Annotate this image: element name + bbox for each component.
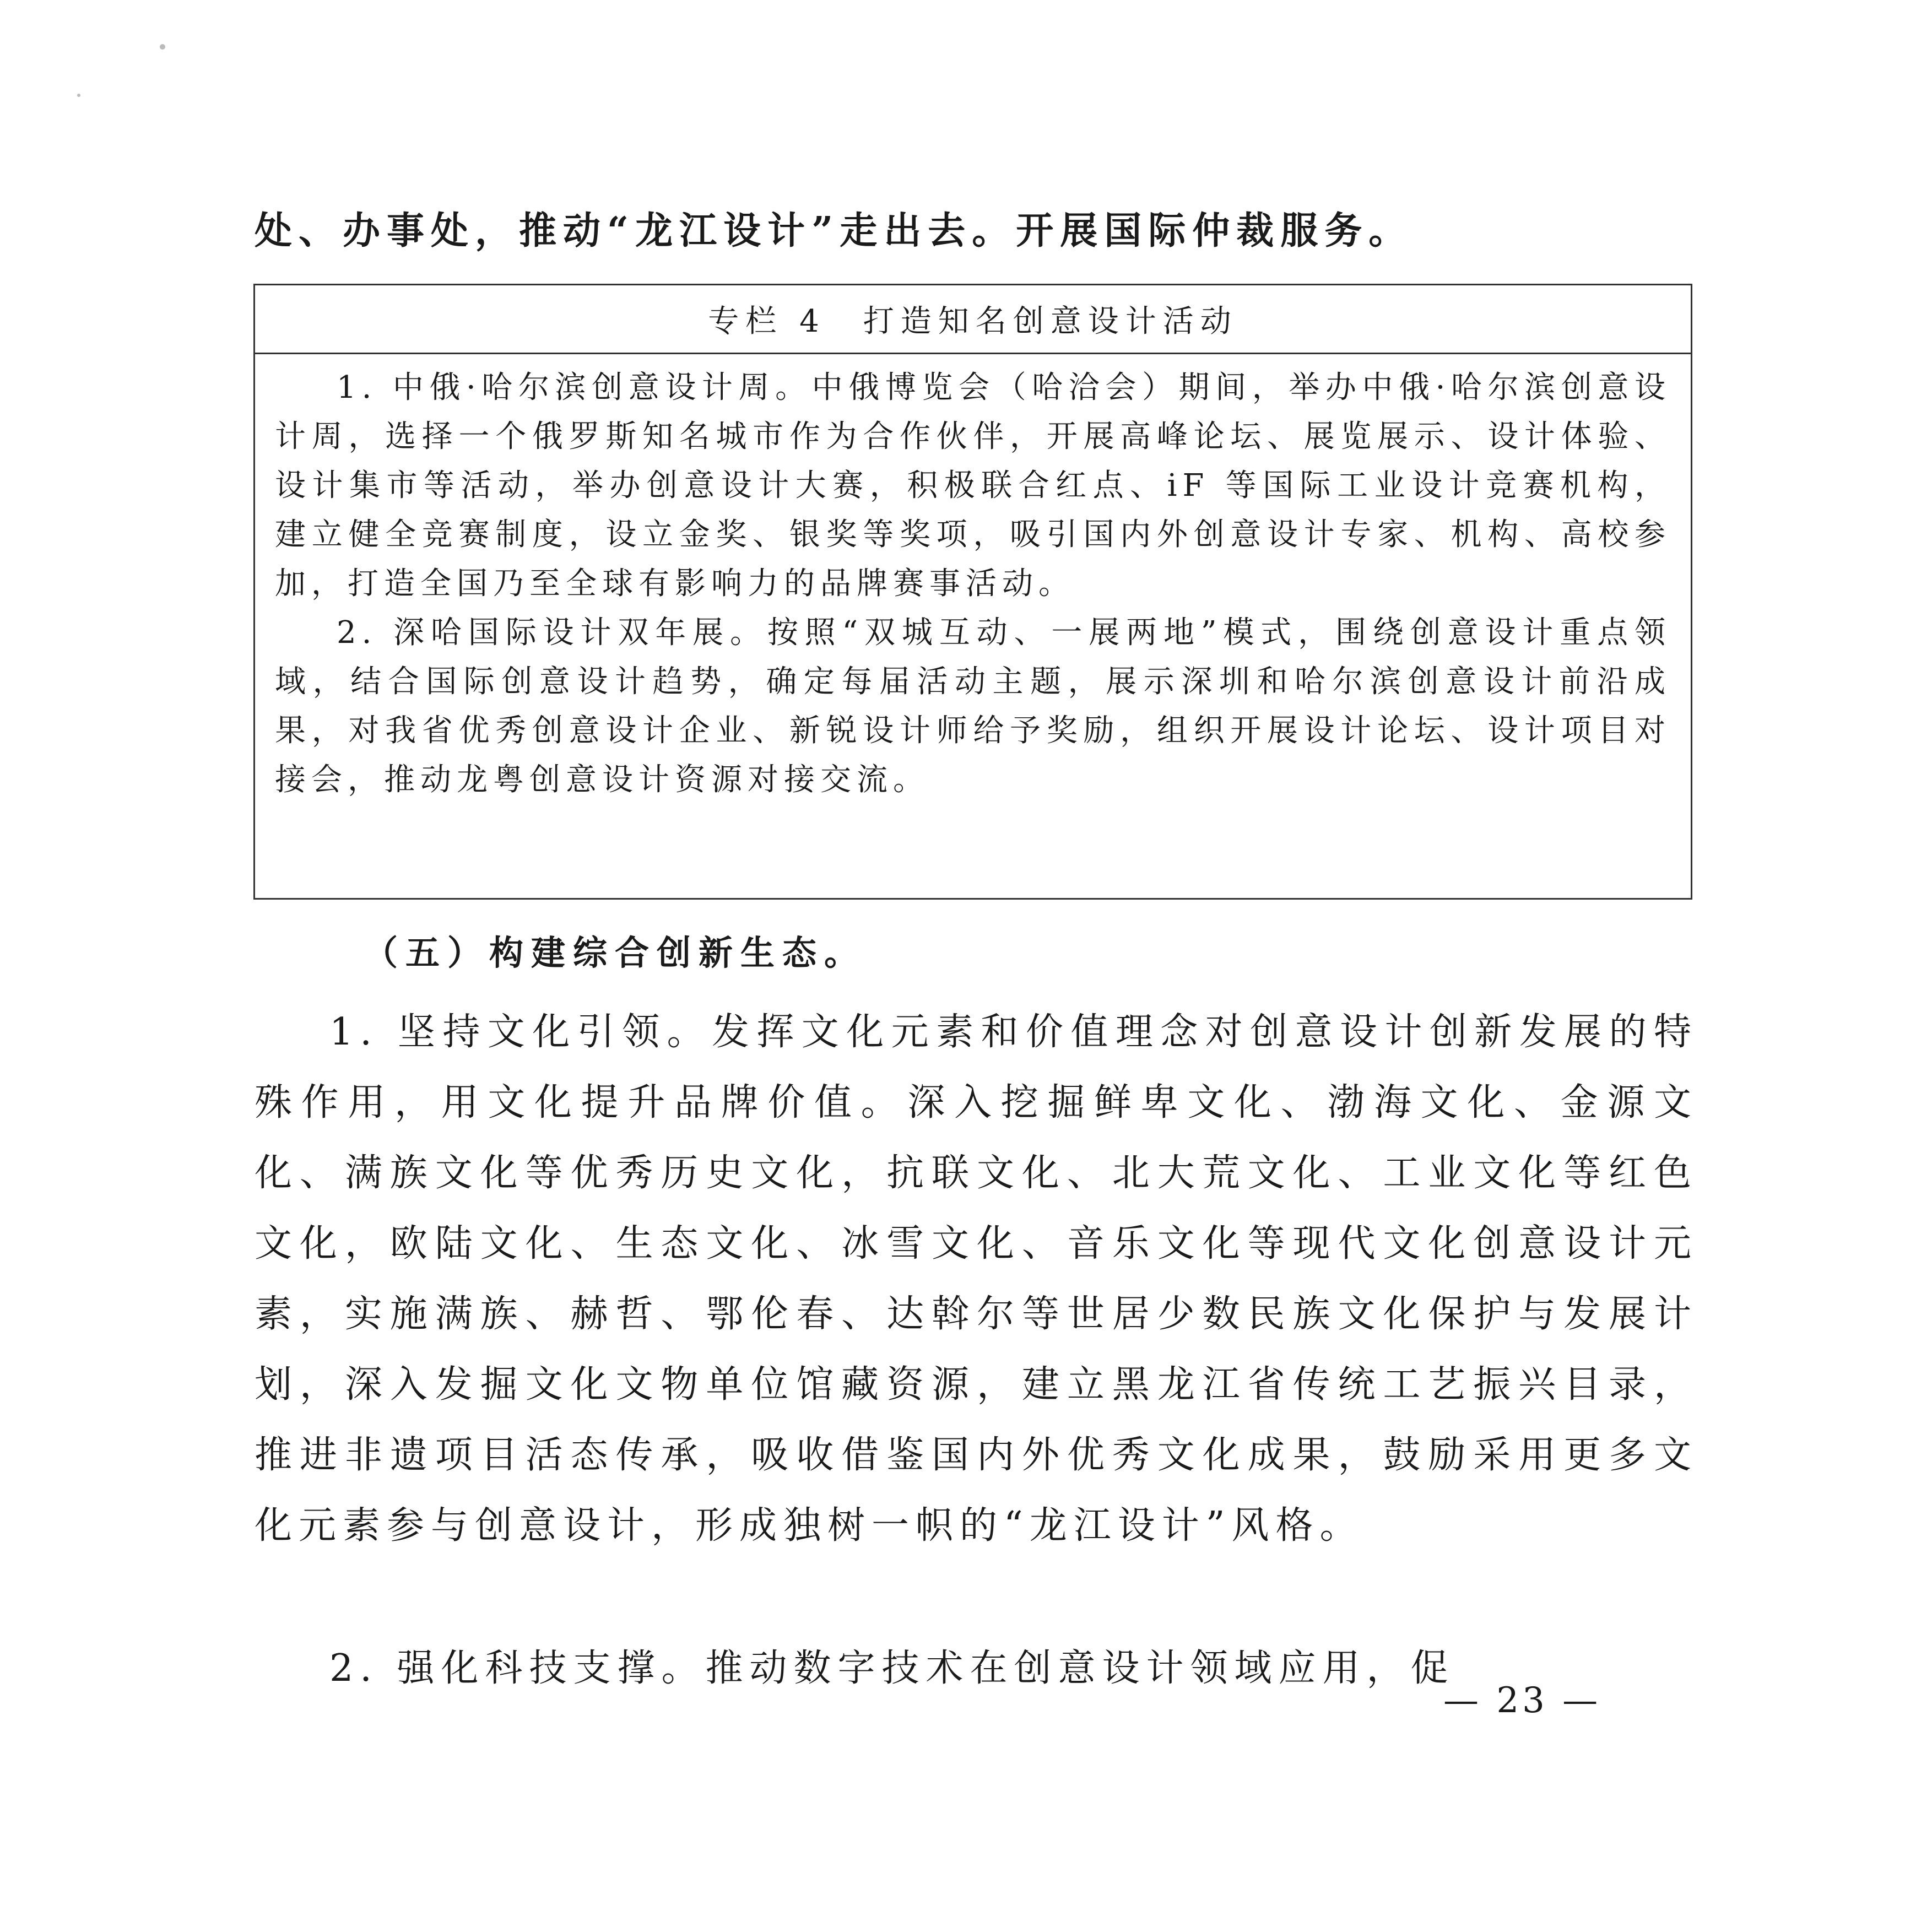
sidebar-box-item: 1. 中俄·哈尔滨创意设计周。中俄博览会（哈洽会）期间，举办中俄·哈尔滨创意设计周，选择一个俄罗斯知名城市作为合作伙伴，开展高峰论坛、展览展示、设计体验、设计集市等活动，举办创意设计大赛，积极联合红点、iF 等国际工业设计竞赛机构，建立健全竞赛制度，设立金奖、银奖等奖项，吸引国内外创意设计专家、机构、高校参加，打造全国乃至全球有影响力的品牌赛事活动。 [275, 370, 1671, 602]
scan-speck [77, 94, 80, 97]
body-paragraph: 1. 坚持文化引领。发挥文化元素和价值理念对创意设计创新发展的特殊作用，用文化提升品牌价值。深入挖掘鲜卑文化、渤海文化、金源文化、满族文化等优秀历史文化，抗联文化、北大荒文化、工业文化等红色文化，欧陆文化、生态文化、冰雪文化、音乐文化等现代文化创意设计元素，实施满族、赫哲、鄂伦春、达斡尔等世居少数民族文化保护与发展计划，深入发掘文化文物单位馆藏资源，建立黑龙江省传统工艺振兴目录，推进非遗项目活态传承，吸收借鉴国内外优秀文化成果，鼓励采用更多文化元素参与创意设计，形成独树一帜的“龙江设计”风格。 [255, 1010, 1698, 1547]
sidebar-box-body [255, 354, 1691, 804]
page-number: — 23 — [1443, 1680, 1601, 1721]
body-paragraph: 2. 强化科技支撑。推动数字技术在创意设计领域应用，促 [329, 1647, 1455, 1690]
sidebar-box [253, 284, 1692, 900]
sidebar-box-title: 专栏 4 打造知名创意设计活动 [255, 285, 1691, 354]
paragraph-top: 处、办事处，推动“龙江设计”走出去。开展国际仲裁服务。 [255, 209, 1413, 253]
section-heading: （五）构建综合创新生态。 [364, 933, 867, 973]
scan-speck [160, 44, 165, 50]
sidebar-box-item: 2. 深哈国际设计双年展。按照“双城互动、一展两地”模式，围绕创意设计重点领域，结合国际创意设计趋势，确定每届活动主题，展示深圳和哈尔滨创意设计前沿成果，对我省优秀创意设计企业、新锐设计师给予奖励，组织开展设计论坛、设计项目对接会，推动龙粤创意设计资源对接交流。 [275, 615, 1671, 798]
